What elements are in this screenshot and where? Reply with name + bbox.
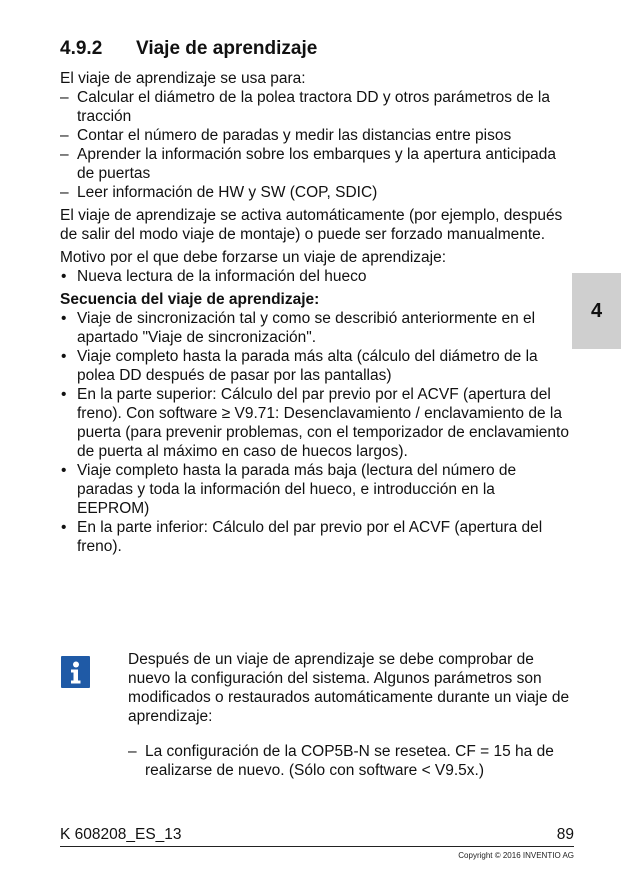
section-heading [60, 38, 317, 60]
list-item-text: Viaje completo hasta la parada más alta (cálculo del diámetro de la polea DD después de pasar por las pantallas) [77, 348, 538, 384]
list-item-text: Nueva lectura de la información del hueco [77, 268, 367, 285]
info-note-text: Después de un viaje de aprendizaje se debe comprobar de nuevo la configuración del sistema. Algunos parámetros son modificados o restaurados automáticamente durante un viaje de aprendizaje: [128, 651, 570, 725]
section-title: Viaje de aprendizaje [136, 38, 318, 59]
dash-mark: – [60, 184, 69, 201]
list-item [60, 309, 570, 347]
intro-text: El viaje de aprendizaje se usa para: [60, 70, 306, 87]
dash-mark: – [60, 89, 69, 106]
bullet-mark: • [61, 348, 67, 365]
list-item-text: Calcular el diámetro de la polea tractora DD y otros parámetros de la tracción [77, 89, 550, 125]
list-item [60, 183, 570, 202]
info-icon [61, 656, 90, 688]
bullet-mark: • [61, 310, 67, 327]
chapter-tab: 4 [572, 273, 621, 349]
bullet-mark: • [61, 268, 67, 285]
reasons-list [60, 267, 570, 286]
list-item-text: En la parte superior: Cálculo del par previo por el ACVF (apertura del freno). Con software ≥ V9.71: Desenclavamiento / enclavamiento de la puerta (para prevenir problemas, con el temporizador de enclavamiento de puerta al máximo en caso de huecos largos). [77, 386, 569, 460]
list-item [128, 742, 573, 780]
bullet-mark: • [61, 386, 67, 403]
document-id: K 608208_ES_13 [60, 826, 182, 843]
list-item [60, 518, 570, 556]
list-item [60, 145, 570, 183]
footer-divider [60, 846, 574, 847]
bullet-mark: • [61, 462, 67, 479]
list-item-text: La configuración de la COP5B-N se resetea. CF = 15 ha de realizarse de nuevo. (Sólo con software < V9.5x.) [145, 743, 554, 779]
section-number: 4.9.2 [60, 38, 103, 59]
list-item [60, 126, 570, 145]
list-item-text: Aprender la información sobre los embarques y la apertura anticipada de puertas [77, 146, 557, 182]
list-item-text: Viaje completo hasta la parada más baja (lectura del número de paradas y toda la información del hueco, e introducción en la EEPROM) [77, 462, 517, 517]
list-item [60, 461, 570, 518]
bullet-mark: • [61, 519, 67, 536]
list-item [60, 385, 570, 461]
sequence-title: Secuencia del viaje de aprendizaje: [60, 291, 320, 308]
info-note [128, 650, 573, 780]
list-item-text: Viaje de sincronización tal y como se describió anteriormente en el apartado "Viaje de sincronización". [77, 310, 536, 346]
section-body [60, 69, 570, 556]
list-item [60, 88, 570, 126]
list-item-text: Leer información de HW y SW (COP, SDIC) [77, 184, 378, 201]
page-number: 89 [556, 826, 574, 843]
list-item-text: En la parte inferior: Cálculo del par previo por el ACVF (apertura del freno). [77, 519, 543, 555]
list-item [60, 347, 570, 385]
copyright-notice: Copyright © 2016 INVENTIO AG [458, 851, 574, 860]
uses-list [60, 88, 570, 202]
info-note-list [128, 742, 573, 780]
dash-mark: – [128, 743, 137, 760]
list-item-text: Contar el número de paradas y medir las distancias entre pisos [77, 127, 512, 144]
reason-intro-text: Motivo por el que debe forzarse un viaje de aprendizaje: [60, 249, 447, 266]
activation-text: El viaje de aprendizaje se activa automáticamente (por ejemplo, después de salir del modo viaje de montaje) o puede ser forzado manualmente. [60, 207, 563, 243]
dash-mark: – [60, 146, 69, 163]
info-icon-glyph [61, 656, 90, 688]
list-item [60, 267, 570, 286]
sequence-list [60, 309, 570, 556]
dash-mark: – [60, 127, 69, 144]
